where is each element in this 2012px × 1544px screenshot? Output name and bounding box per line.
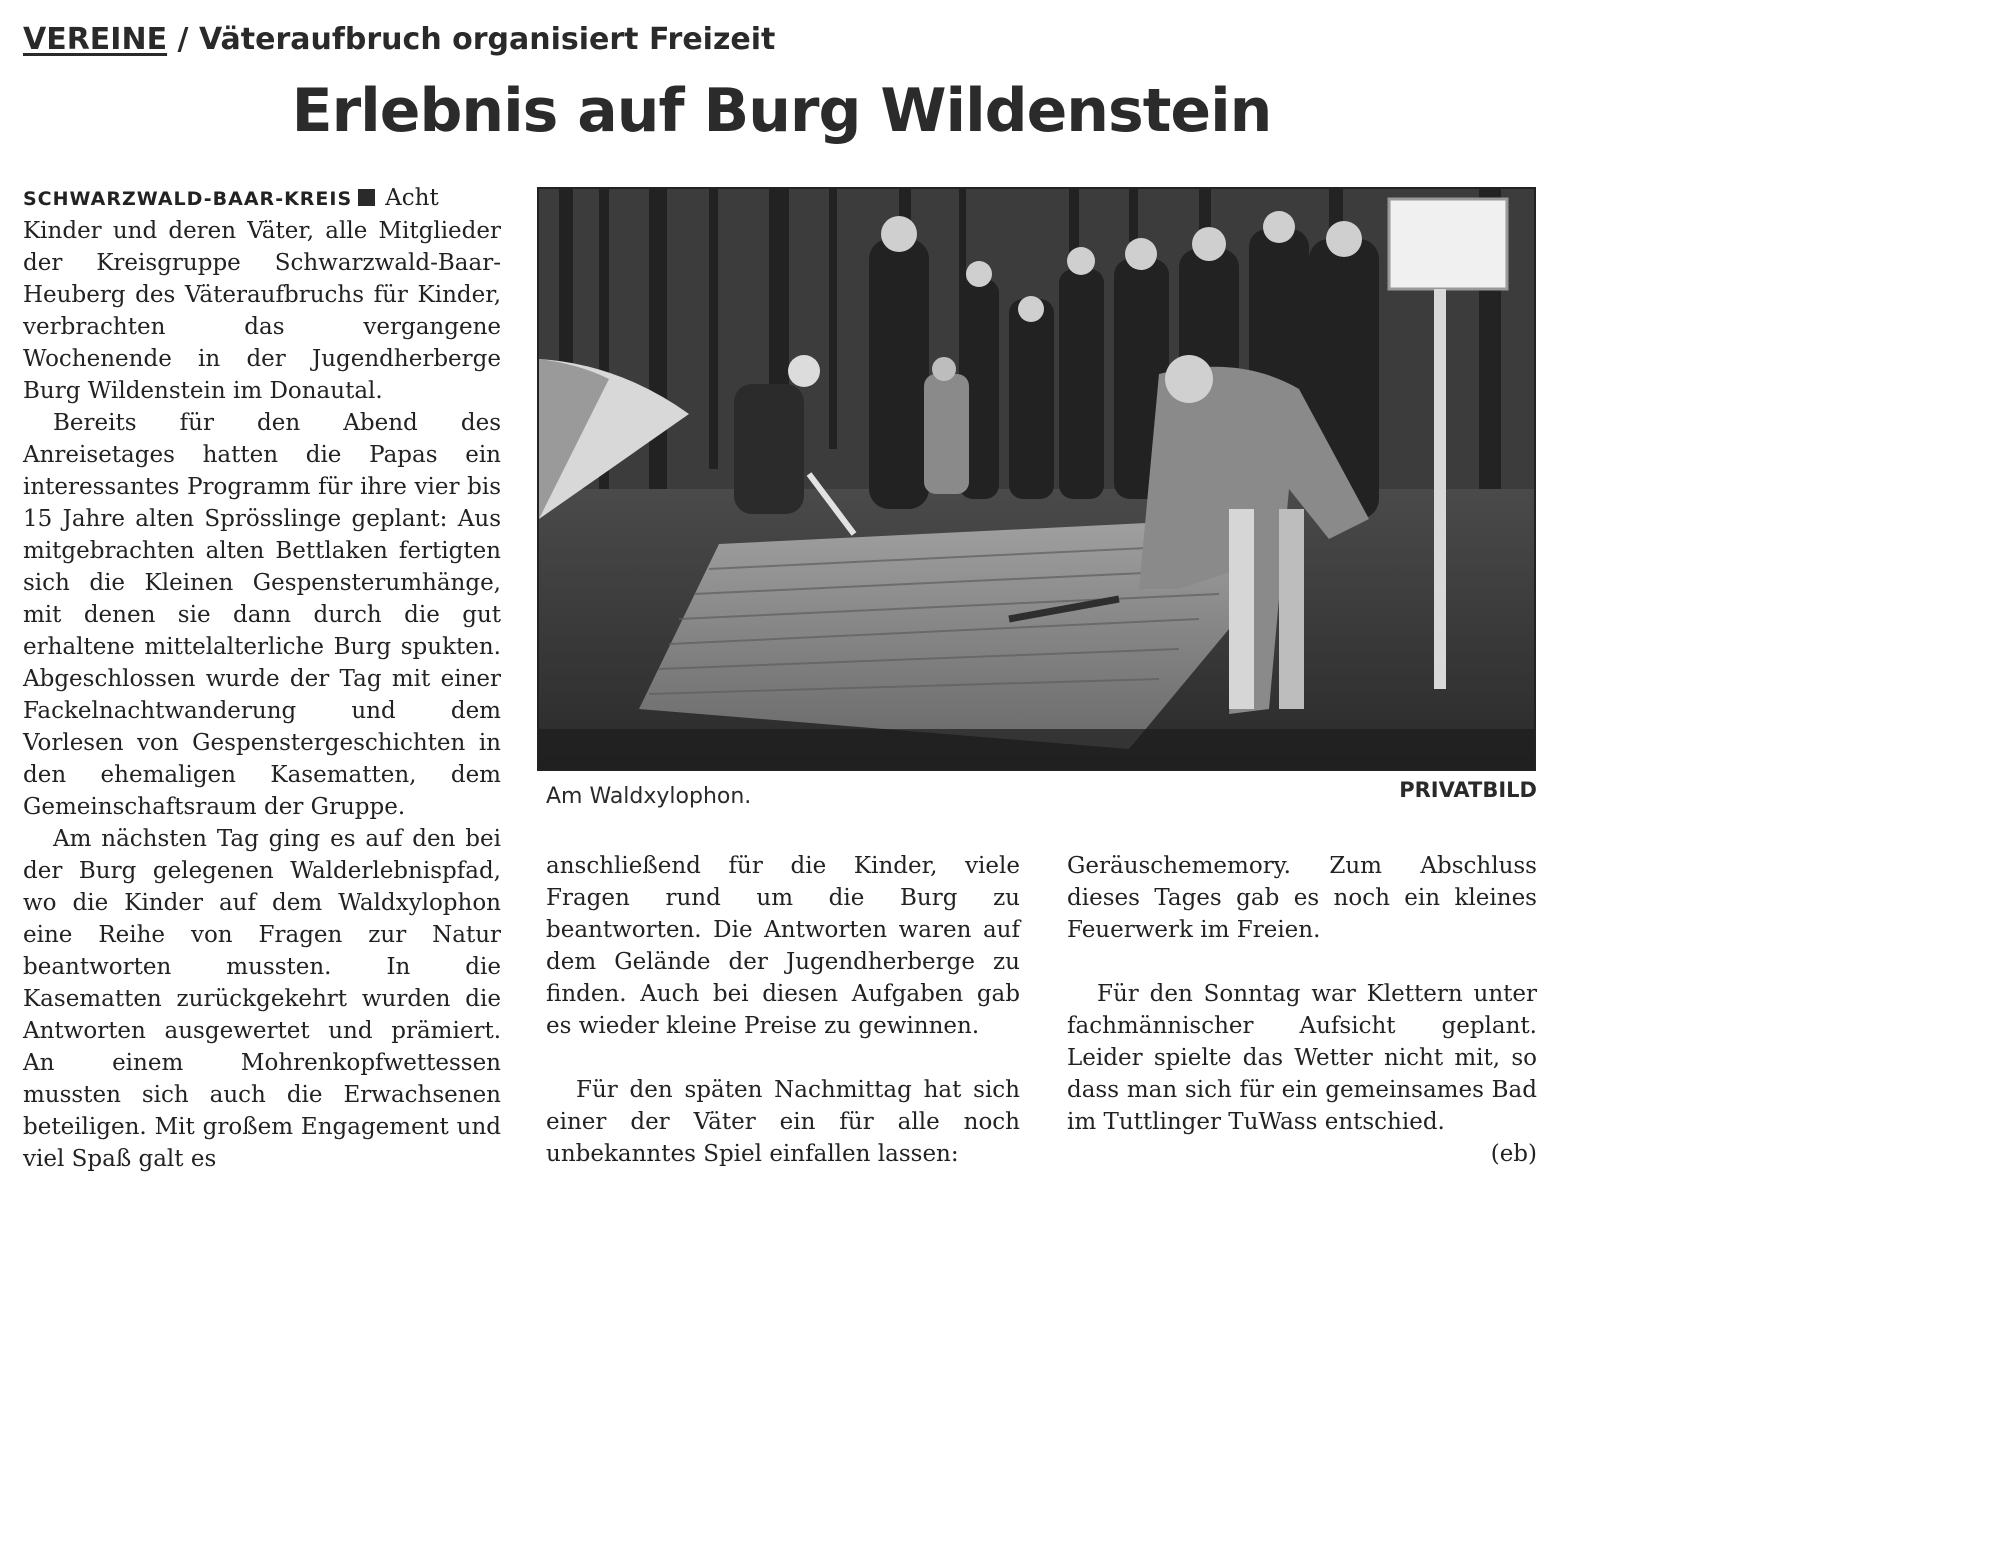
article-photo — [537, 187, 1536, 771]
kicker-separator: / — [177, 22, 189, 57]
forest-xylophone-photo — [539, 189, 1534, 769]
dateline: SCHWARZWALD-BAAR-KREIS — [23, 188, 353, 210]
paragraph: Für den späten Nachmittag hat sich einer der Väter ein für alle noch unbekanntes Spiel einfallen lassen: — [546, 1077, 1020, 1167]
kicker — [23, 22, 775, 57]
paragraph: anschließend für die Kinder, viele Fragen rund um die Burg zu beantworten. Die Antworten waren auf dem Gelände der Jugendherberge zu finden. Auch bei diesen Aufgaben gab es wieder kleine Preise zu gewinnen. — [546, 853, 1020, 1039]
article-column-1 — [23, 182, 501, 1175]
paragraph: Geräuschememory. Zum Abschluss dieses Tages gab es noch ein kleines Feuerwerk im Freien. — [1067, 853, 1537, 943]
photo-caption: Am Waldxylophon. — [546, 784, 752, 809]
lead-paragraph — [23, 182, 501, 407]
kicker-topic: Väteraufbruch organisiert Freizeit — [198, 22, 776, 57]
lead-text: Acht Kinder und deren Väter, alle Mitglieder der Kreisgruppe Schwarzwald-Baar-Heuberg des Väteraufbruchs für Kinder, verbrachten das vergangene Wochenende in der Jugendherberge Burg Wildenstein im Donautal. — [23, 185, 501, 404]
article-column-3 — [1067, 850, 1537, 1170]
section-rubric: VEREINE — [23, 22, 168, 57]
paragraph: Am nächsten Tag ging es auf den bei der Burg gelegenen Walderlebnispfad, wo die Kinder auf dem Waldxylophon eine Reihe von Fragen zur Natur beantworten mussten. In die Kasematten zurückgekehrt wurden die Antworten ausgewertet und prämiert. An einem Mohrenkopfwettessen mussten sich auch die Erwachsenen beteiligen. Mit großem Engagement und viel Spaß galt es — [23, 826, 501, 1172]
paragraph: Für den Sonntag war Klettern unter fachmännischer Aufsicht geplant. Leider spielte das Wetter nicht mit, so dass man sich für ein gemeinsames Bad im Tuttlinger TuWass entschied. — [1067, 981, 1537, 1135]
headline: Erlebnis auf Burg Wildenstein — [291, 76, 1272, 146]
article-column-2 — [546, 850, 1020, 1170]
author-signoff: (eb) — [1490, 1141, 1537, 1167]
dateline-square-icon — [358, 189, 375, 206]
photo-credit: PRIVATBILD — [1399, 778, 1537, 802]
paragraph: Bereits für den Abend des Anreisetages hatten die Papas ein interessantes Programm für ihre vier bis 15 Jahre alten Sprösslinge geplant: Aus mitgebrachten alten Bettlaken fertigten sich die Kleinen Gespensterumhänge, mit denen sie dann durch die gut erhaltene mittelalterliche Burg spukten. Abgeschlossen wurde der Tag mit einer Fackelnachtwanderung und dem Vorlesen von Gespenstergeschichten in den ehemaligen Kasematten, dem Gemeinschaftsraum der Gruppe. — [23, 410, 501, 820]
